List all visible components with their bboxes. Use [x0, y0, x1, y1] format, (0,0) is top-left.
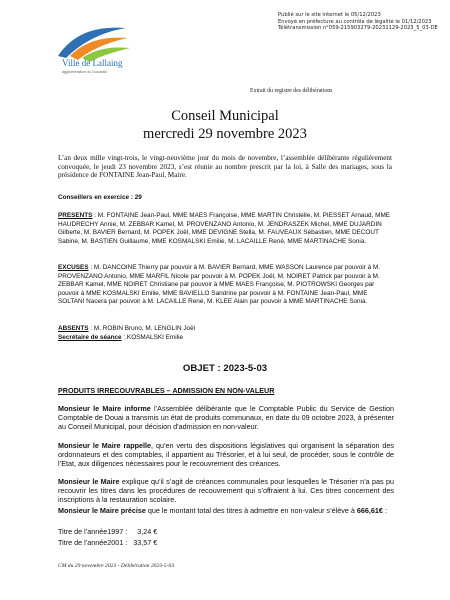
secretaire-section — [58, 334, 394, 343]
paragraph-precise — [58, 506, 394, 515]
absents-list: : M. ROBIN Bruno, M. LENGLIN Joël — [88, 325, 196, 332]
excuses-label: EXCUSES — [58, 264, 89, 271]
subject-heading: PRODUITS IRRECOUVRABLES – ADMISSION EN NON-VALEUR — [58, 386, 275, 395]
presents-label: PRESENTS — [58, 212, 93, 219]
titre-1997-label: Titre de l’année1997 : — [58, 527, 128, 536]
total-amount: 666,61€ — [356, 506, 383, 515]
p4-text: que le montant total des titres à admettre en non-valeur s’élève à — [145, 506, 357, 515]
p4-lead: Monsieur le Maire précise — [58, 506, 146, 515]
p2-text: , qu’en vertu des dispositions législatives qui organisent la séparation des ordonnateurs et des comptables, il appartient au Trésorier, et à lui seul, de procéder, sous le contrôle de l’Etat, aux diligences nécessaires pour le recouvrement des créances. — [58, 441, 394, 468]
document-title: Conseil Municipal — [171, 108, 279, 124]
objet-heading: OBJET : 2023-5-03 — [182, 363, 268, 374]
p2-lead: Monsieur le Maire rappelle — [58, 441, 152, 450]
conseillers-count: Conseillers en exercice : 29 — [58, 194, 142, 201]
presents-list: : M. FONTAINE Jean-Paul, MME MAES Françoise, MME MARTIN Christelle, M. PIESSET Arnaud, MME HAUDRECHY Annie, M. ZEBBAR Kamel, M. PROVENZANO Antonio, M. JENDRASZEK Michel, MME DUJARDIN Gilberte, M. BAVIER Bernard, M. POPEK Joël, MME DEVIGNE Stella, M. FAUVEAUX Sébastien, MME DECOUT Sabine, M. BASTIEN Guillaume, MME KOSMALSKI Emilie, M. LACAILLE René, MME MARTINACHE Sonia. — [58, 212, 391, 245]
titre-1997-row — [58, 527, 394, 536]
paragraph-explique — [58, 477, 394, 504]
logo-city-name: Ville de Lallaing — [62, 58, 123, 68]
transmission-stamp — [278, 12, 438, 32]
p1-lead: Monsieur le Maire informe — [58, 404, 151, 413]
excuses-list: : M. DANCOINE Thierry par pouvoir à M. BAVIER Bernard, MME WASSON Laurence par pouvoir à M. PROVENZANO Antonio, MME MARFIL Nicole par pouvoir à M. POPEK Joël, M. NOIRET Patrick par pouvoir à M. ZEBBAR Kamel, MME NOIRET Christiane par pouvoir à MME MAES Françoise, M. PIOTROWSKI Georges par pouvoir à MME KOSMALSKI Emilie, MME BAVIELLO Sandrine par pouvoir à M. FONTAINE Jean-Paul, MME SOLTANI Nacera par pouvoir à M. LACAILLE René, M. KLEE Alain par pouvoir à MME MARTINACHE Sonia. — [58, 264, 381, 306]
secretaire-label: Secrétaire de séance — [58, 334, 122, 341]
p3-text: explique qu’il s’agit de créances communales pour lesquelles le Trésorier n’a pas pu recouvrir les titres dans les procédures de recouvrement qui s’offraient à lui. Ces titres concernent des inscriptions à la restauration scolaire. — [58, 477, 394, 504]
titre-2001-label: Titre de l’année2001 : — [58, 538, 128, 547]
logo-tagline: agglomération du Douaisis — [62, 70, 107, 74]
meeting-date: mercredi 29 novembre 2023 — [143, 126, 307, 142]
titre-2001-value: 33,57 € — [133, 538, 158, 547]
page-footer: CM du 29 novembre 2023 - Délibération 2023-5-03 — [58, 563, 175, 569]
presents-section — [58, 212, 394, 246]
stamp-sent: Envoyé en préfecture au contrôle de légalité le 01/12/2023 — [278, 18, 432, 25]
p3-lead: Monsieur le Maire — [58, 477, 120, 486]
titre-1997-value: 3,24 € — [137, 527, 158, 536]
stamp-published: Publié sur le site internet le 05/12/2023 — [278, 12, 381, 18]
p4-end: : — [382, 506, 387, 515]
absents-section — [58, 325, 394, 334]
absents-label: ABSENTS — [58, 325, 89, 332]
excuses-section — [58, 264, 394, 307]
secretaire-name: : KOSMALSKI Emilie — [121, 334, 184, 341]
register-extract-label: Extrait du registre des délibérations — [250, 88, 333, 94]
intro-paragraph: L’an deux mille vingt-trois, le vingt-neuvième jour du mois de novembre, l’assemblée délibérante régulièrement convoquée, le jeudi 23 novembre 2023, s’est réunie au nombre prescrit par la loi, à Salle des mariages, sous la présidence de FONTAINE Jean-Paul, Maire. — [58, 154, 392, 180]
stamp-transmission-id: Télétransmission n°059-215903279-20231129-2023_5_03-DE — [278, 25, 438, 31]
paragraph-rappelle — [58, 441, 394, 468]
paragraph-informe — [58, 404, 394, 431]
titre-2001-row — [58, 538, 394, 547]
p1-text: l’Assemblée délibérante que le Comptable Public du Service de Gestion Comptable de Douai a transmis un état de produits communaux, en date du 09 octobre 2023, à présenter au Conseil Municipal, pour décision d’admission en non-valeur. — [58, 404, 394, 431]
